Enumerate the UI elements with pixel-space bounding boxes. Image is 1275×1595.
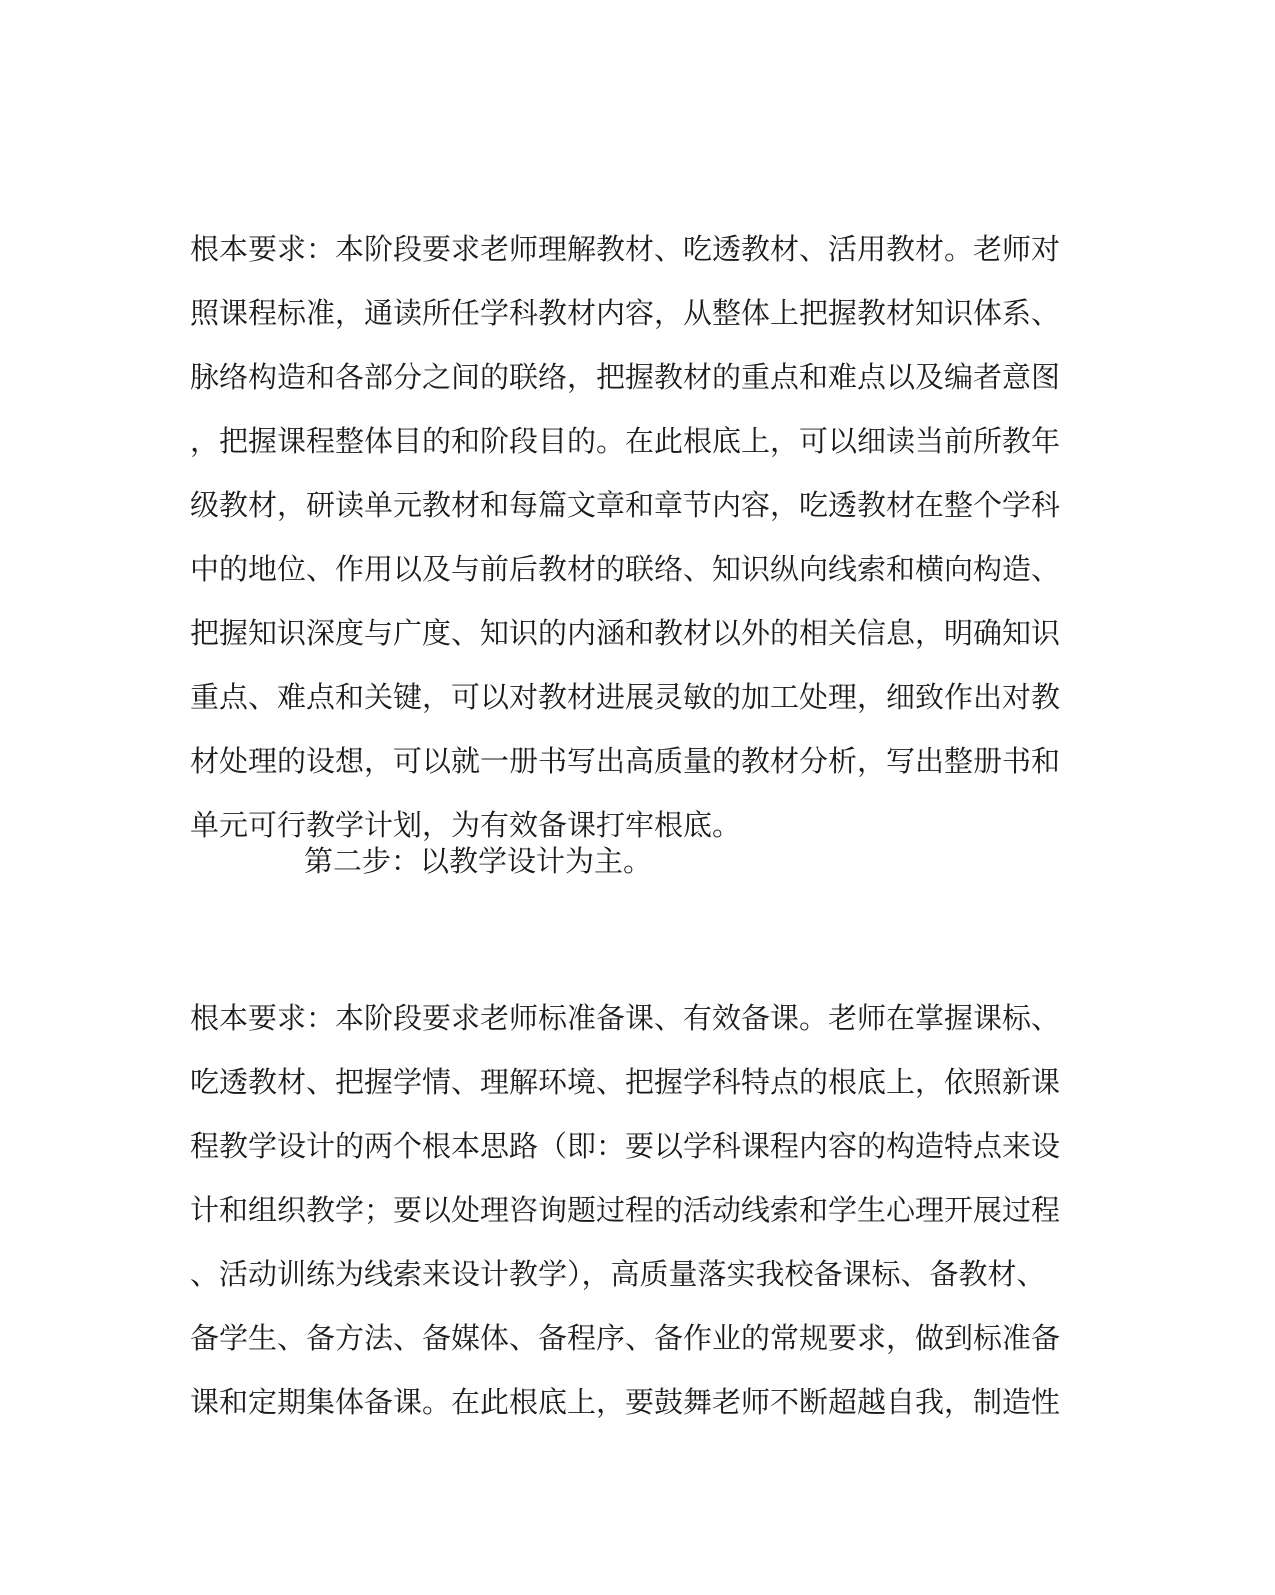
paragraph-basic-requirements-2 (190, 986, 1090, 1434)
text-line: ，把握课程整体目的和阶段目的。在此根底上，可以细读当前所教年 (190, 424, 1061, 458)
text-line: 课和定期集体备课。在此根底上，要鼓舞老师不断超越自我，制造性 (190, 1385, 1061, 1419)
text-line: 程教学设计的两个根本思路（即：要以学科课程内容的构造特点来设 (190, 1129, 1061, 1163)
text-line: 中的地位、作用以及与前后教材的联络、知识纵向线索和横向构造、 (190, 552, 1061, 586)
text-line: 根本要求：本阶段要求老师标准备课、有效备课。老师在掌握课标、 (190, 1001, 1061, 1035)
text-line: 根本要求：本阶段要求老师理解教材、吃透教材、活用教材。老师对 (190, 232, 1061, 266)
text-line: 备学生、备方法、备媒体、备程序、备作业的常规要求，做到标准备 (190, 1321, 1061, 1355)
text-line: 单元可行教学计划，为有效备课打牢根底。 (190, 808, 742, 842)
text-line: 重点、难点和关键，可以对教材进展灵敏的加工处理，细致作出对教 (190, 680, 1061, 714)
text-line: 脉络构造和各部分之间的联络，把握教材的重点和难点以及编者意图 (190, 360, 1061, 394)
step-two-heading-block (304, 829, 1204, 893)
text-line: 把握知识深度与广度、知识的内涵和教材以外的相关信息，明确知识 (190, 616, 1061, 650)
text-line: 计和组织教学；要以处理咨询题过程的活动线索和学生心理开展过程 (190, 1193, 1061, 1227)
text-line: 、活动训练为线索来设计教学），高质量落实我校备课标、备教材、 (190, 1257, 1046, 1291)
text-line: 材处理的设想，可以就一册书写出高质量的教材分析，写出整册书和 (190, 744, 1061, 778)
text-line: 级教材，研读单元教材和每篇文章和章节内容，吃透教材在整个学科 (190, 488, 1061, 522)
text-line: 吃透教材、把握学情、理解环境、把握学科特点的根底上，依照新课 (190, 1065, 1061, 1099)
step-two-heading: 第二步：以教学设计为主。 (304, 844, 653, 878)
paragraph-basic-requirements-1 (190, 217, 1090, 857)
text-line: 照课程标准，通读所任学科教材内容，从整体上把握教材知识体系、 (190, 296, 1061, 330)
